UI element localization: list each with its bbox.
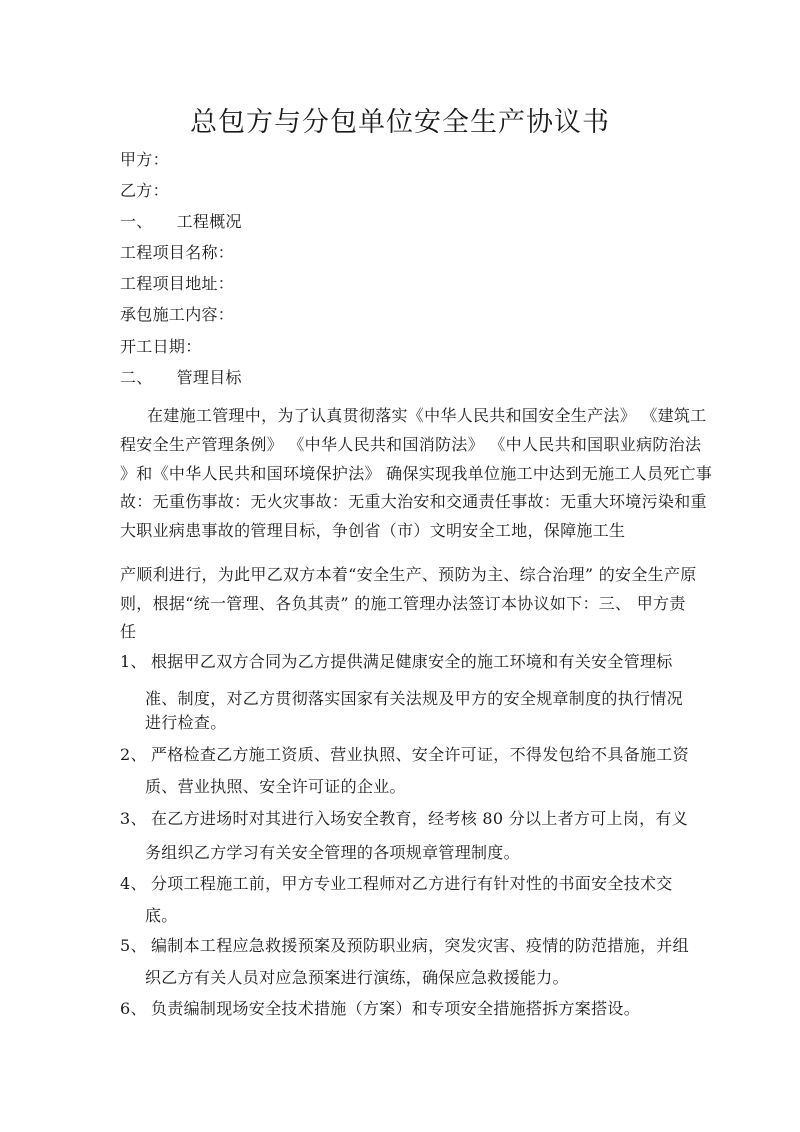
list-item-line: 分项工程施工前，甲方专业工程师对乙方进行有针对性的书面安全技术交 [151,874,673,893]
list-item-line: 严格检查乙方施工资质、营业执照、安全许可证，不得发包给不具备施工资 [151,745,689,764]
list-item-number: 1、 [120,652,147,671]
paragraph-line: 任 [120,622,137,641]
list-item-number: 5、 [120,936,147,955]
section-1-title: 工程概况 [176,212,242,231]
list-item-line: 负责编制现场安全技术措施（方案）和专项安全措施搭拆方案搭设。 [151,999,641,1018]
list-item-line: 织乙方有关人员对应急预案进行演练，确保应急救援能力。 [145,968,569,987]
paragraph-line: 程安全生产管理条例》 《中华人民共和国消防法》 《中人民共和国职业病防治法 [120,435,702,454]
list-item-line: 准、制度，对乙方贯彻落实国家有关法规及甲方的安全规章制度的执行情况 [145,689,683,708]
document-title: 总包方与分包单位安全生产协议书 [190,107,610,138]
paragraph-line: 则，根据“统一管理、各负其责” 的施工管理办法签订本协议如下：三、 甲方责 [120,594,686,613]
section-2-title: 管理目标 [176,368,242,387]
field-project-address: 工程项目地址： [120,274,235,293]
party-b-label: 乙方： [120,181,169,200]
paragraph-line: 大职业病患事故的管理目标，争创省（市）文明安全工地，保障施工生 [120,521,626,540]
paragraph-line: 故：无重伤事故：无火灾事故：无重大治安和交通责任事故：无重大环境污染和重 [120,492,707,511]
field-contract-content: 承包施工内容： [120,305,235,324]
section-2-heading [120,368,242,388]
section-2-number: 二、 [120,368,153,387]
list-item-line: 根据甲乙双方合同为乙方提供满足健康安全的施工环境和有关安全管理标 [151,652,673,671]
list-item-number: 4、 [120,874,147,893]
paragraph-line: 在建施工管理中，为了认真贯彻落实《中华人民共和国安全生产法》 《建筑工 [147,406,707,425]
list-item-line: 底。 [145,906,178,925]
list-item-number: 2、 [120,745,147,764]
paragraph-line: 》和《中华人民共和国环境保护法》 确保实现我单位施工中达到无施工人员死亡事 [120,464,713,483]
list-item-line: 务组织乙方学习有关安全管理的各项规章管理制度。 [145,843,520,862]
field-start-date: 开工日期： [120,337,202,356]
party-a-label: 甲方： [120,150,169,169]
list-item-line: 编制本工程应急救援预案及预防职业病，突发灾害、疫情的防范措施，并组 [151,936,689,955]
list-item-line: 进行检查。 [145,713,227,732]
list-item-number: 6、 [120,999,147,1018]
list-item-number: 3、 [120,809,147,828]
list-item-line: 在乙方进场时对其进行入场安全教育，经考核 80 分以上者方可上岗，有义 [151,809,689,828]
section-1-heading [120,212,242,232]
paragraph-line: 产顺利进行，为此甲乙双方本着“安全生产、预防为主、综合治理” 的安全生产原 [120,565,697,584]
field-project-name: 工程项目名称： [120,243,235,262]
list-item-line: 质、营业执照、安全许可证的企业。 [145,777,406,796]
section-1-number: 一、 [120,212,153,231]
